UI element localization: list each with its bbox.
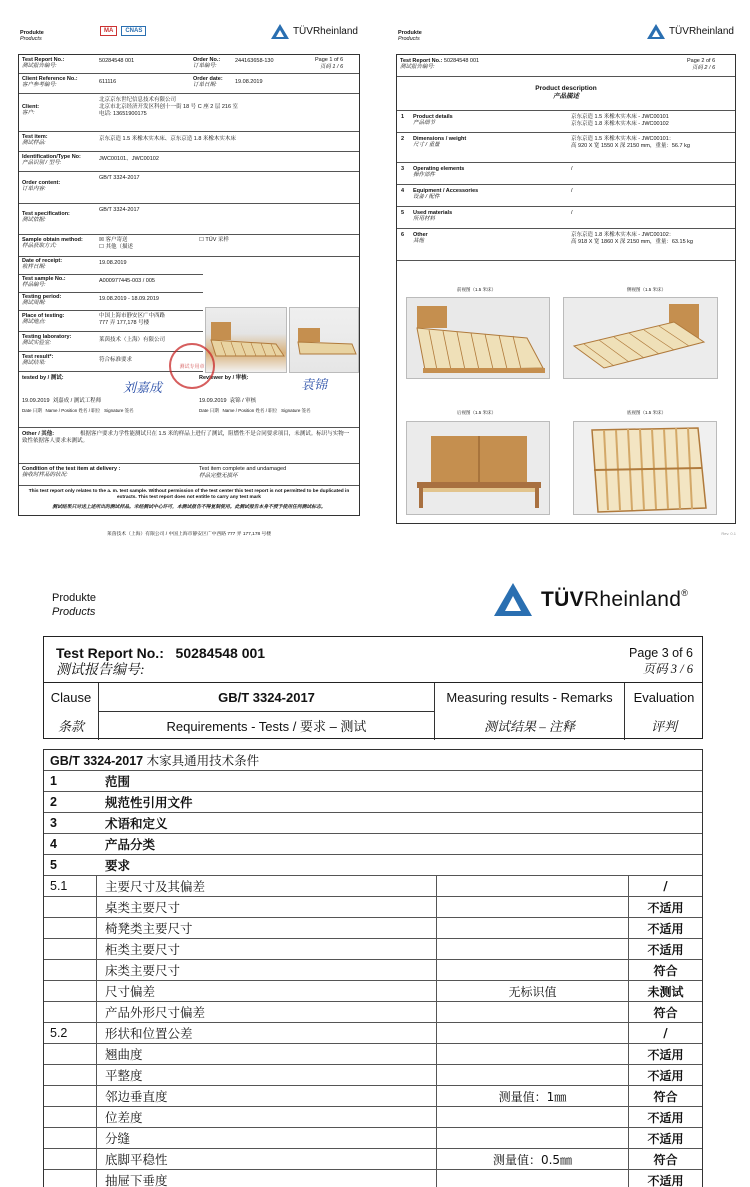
- product-description-table: [396, 54, 736, 524]
- requirement-row: [44, 939, 702, 960]
- row-value: /: [571, 188, 573, 194]
- requirement-row: [44, 1107, 702, 1128]
- requirement-row: [44, 876, 702, 897]
- standard-title-row: GB/T 3324-2017 木家具通用技术条件: [44, 750, 702, 771]
- description-row: 2 Dimensions / weight 尺寸 / 重量 京东京造 1.5 米橡木实木床 - JWC00101： 高 920 X 宽 1550 X 深 2150 mm，重量：56.7 kg: [397, 133, 735, 163]
- row-number: 4: [401, 188, 405, 194]
- clause-number: 3: [50, 816, 57, 830]
- produkte-label: Produkte Products: [398, 30, 422, 43]
- report-header-table: [43, 636, 703, 739]
- row-number: 6: [401, 232, 405, 238]
- measuring-result: [437, 897, 629, 917]
- clause-number: 5.2: [44, 1023, 97, 1043]
- evaluation-result: 不适用: [647, 1110, 684, 1125]
- evaluation-result: 符合: [653, 1005, 678, 1020]
- measuring-result: [437, 1002, 629, 1022]
- requirement-row: [44, 960, 702, 981]
- row-period: Testing period: 测试周期: 19.08.2019 - 18.09.2019: [19, 293, 203, 311]
- row-desc-title: Product description 产品描述: [397, 77, 735, 111]
- clause-number: [44, 981, 97, 1001]
- row-other: Other / 其他: 根据客户要求力学性能测试只在 1.5 米的样品上进行了测试，阻燃性不是合同要求项目，未测试。标识与实物一致性依据客人要求未测试。: [19, 428, 359, 464]
- clause-number: [44, 918, 97, 938]
- measuring-result: [437, 876, 629, 896]
- row-sample-no: Test sample No.: 样品编号: A000977445-003 / 005: [19, 275, 203, 293]
- clause-number: [44, 1086, 97, 1106]
- requirement-text: 邻边垂直度: [97, 1086, 437, 1106]
- requirement-text: 抽屉下垂度: [97, 1170, 437, 1187]
- clause-number: [44, 1044, 97, 1064]
- row-condition: Condition of the test item at delivery : 接收时样品的状况: Test item complete and undamaged 样品完整无损坏: [19, 464, 359, 486]
- clause-number: 4: [50, 837, 57, 851]
- section-row: [44, 813, 702, 834]
- row-test-item: Test item: 测试样品: 京东京造 1.5 米橡木实木床、京东京造 1.8 米橡木实木床: [19, 132, 359, 152]
- description-row: 4 Equipment / Accessories 设备 / 配件 /: [397, 185, 735, 207]
- evaluation-result: 不适用: [647, 1131, 684, 1146]
- tester-signature: 刘嘉成: [123, 381, 163, 396]
- measuring-result: [437, 1128, 629, 1148]
- evaluation-result: 不适用: [647, 1173, 684, 1187]
- row-lab: Testing laboratory: 测试实验室: 莱茵技术（上海）有限公司: [19, 332, 203, 352]
- row-disclaimer: This test report only relates to the a. m. test sample. Without permission of the test center this test report is not permitted to be duplicated in extracts. This test report does not entitle to carry any test mark 测试结果只对送上述所出的测试样品。未经测试中心许可，本测试报告不得复制使用。此测试报告本身不授予使用任何测试标志。: [28, 489, 350, 510]
- bed-photo-small: [289, 307, 359, 373]
- tuv-triangle-icon: [647, 24, 665, 39]
- tuv-triangle-icon: [494, 583, 532, 616]
- tuv-logo: TÜVRheinland®: [494, 583, 688, 616]
- row-number: 2: [401, 136, 405, 142]
- accreditation-marks: [100, 26, 146, 36]
- bed-bottom-photo: [573, 421, 717, 515]
- requirement-row: [44, 1170, 702, 1187]
- bed-back-photo: [406, 421, 550, 515]
- section-row: [44, 771, 702, 792]
- section-title: 要求: [105, 858, 131, 873]
- requirement-row: [44, 1086, 702, 1107]
- evaluation-result: 不适用: [647, 942, 684, 957]
- official-stamp: 测试专用章: [169, 343, 215, 389]
- measuring-result: [437, 1170, 629, 1187]
- measuring-result: 测量值：1㎜: [437, 1086, 629, 1106]
- clause-number: 2: [50, 795, 57, 809]
- section-title: 产品分类: [105, 837, 156, 852]
- measuring-result: [437, 1023, 629, 1043]
- signature-band: tested by / 测试: Reviewer by / 审核: 刘嘉成 袁锦 19.09.2019 刘嘉成 / 测试工程师 19.09.2019 袁锦 / 审核 Date 日期 Name / Position 姓名 / 职位 Signature 签名 Date 日期 Name / Position 姓名 / 职位 Signature 签名: [19, 372, 359, 428]
- photo-captions-top: 前视图（1.5 米床） 侧视图（1.5 米床）: [457, 287, 667, 292]
- requirements-table: [43, 749, 703, 1187]
- section-title: 规范性引用文件: [105, 795, 193, 810]
- evaluation-result: 未测试: [647, 984, 684, 999]
- row-number: 5: [401, 210, 405, 216]
- measuring-result: [437, 918, 629, 938]
- report-number-row: Test Report No.: 50284548 001 测试报告编号: Page 3 of 6 页码 3 / 6: [44, 637, 702, 683]
- requirement-row: [44, 1128, 702, 1149]
- row-client: Client: 客户: 北京京东世纪信息技术有限公司 北京市北京经济开发区科创十一街 18 号 C 座 2 层 216 室 电话: 13651900175: [19, 94, 359, 132]
- row-number: 3: [401, 166, 405, 172]
- requirement-row: [44, 918, 702, 939]
- row-order-content: Order content: 订单内容: GB/T 3324-2017: [19, 172, 359, 204]
- evaluation-result: /: [663, 1026, 668, 1040]
- section-title: 范围: [105, 774, 131, 789]
- clause-number: [44, 1002, 97, 1022]
- row-sample-obtain: Sample obtain method: 样品获取方式: ☒ 客户寄送 ☐ 其他（描述 ☐ TÜV 采样: [19, 235, 359, 257]
- requirement-text: 主要尺寸及其偏差: [97, 876, 437, 896]
- section-row: [44, 792, 702, 813]
- requirement-text: 平整度: [97, 1065, 437, 1085]
- clause-number: [44, 897, 97, 917]
- row-report-no: Test Report No.: 测试报告编号: 50284548 001 Order No.: 订单编号: 244163658-130 Page 1 of 6 页码 1 / 6: [19, 55, 359, 74]
- measuring-result: 测量值：0.5㎜: [437, 1149, 629, 1169]
- row-value: 京东京造 1.5 米橡木实木床 - JWC00101： 高 920 X 宽 1550 X 深 2150 mm，重量：56.7 kg: [571, 136, 690, 150]
- col-clause-header: Clause 条款: [44, 683, 99, 740]
- tuv-triangle-icon: [271, 24, 289, 39]
- clause-number: 5.1: [44, 876, 97, 896]
- tuv-logo: TÜVRheinland: [647, 24, 734, 39]
- produkte-label: Produkte Products: [52, 592, 97, 618]
- column-headers-row: [44, 683, 702, 740]
- description-row: 6 Other 其他 京东京造 1.8 米橡木实木床 - JWC00102： 高 918 X 宽 1860 X 深 2150 mm，重量：63.15 kg: [397, 229, 735, 261]
- evaluation-result: 不适用: [647, 1068, 684, 1083]
- section-row: [44, 855, 702, 876]
- evaluation-result: 符合: [653, 963, 678, 978]
- bed-photo-large: [205, 307, 287, 373]
- requirement-text: 尺寸偏差: [97, 981, 437, 1001]
- requirement-text: 底脚平稳性: [97, 1149, 437, 1169]
- row-value: 京东京造 1.5 米橡木实木床 - JWC00101 京东京造 1.8 米橡木实木床 - JWC00102: [571, 114, 669, 128]
- row-value: 京东京造 1.8 米橡木实木床 - JWC00102： 高 918 X 宽 1860 X 深 2150 mm，重量：63.15 kg: [571, 232, 693, 246]
- requirement-row: [44, 1065, 702, 1086]
- evaluation-result: 不适用: [647, 1047, 684, 1062]
- clause-number: 5: [50, 858, 57, 872]
- reviewer-signature: 袁锦: [301, 378, 328, 393]
- measuring-result: [437, 1065, 629, 1085]
- requirement-text: 形状和位置公差: [97, 1023, 437, 1043]
- row-receipt: Date of receipt: 收样日期: 19.08.2019: [19, 257, 203, 275]
- requirements-rows: [44, 771, 702, 1187]
- requirement-text: 产品外形尺寸偏差: [97, 1002, 437, 1022]
- clause-number: [44, 939, 97, 959]
- section-title: 术语和定义: [105, 816, 168, 831]
- row-identification: Identification/Type No: 产品识别 / 型号: JWC00101、JWC00102: [19, 152, 359, 172]
- requirement-text: 翘曲度: [97, 1044, 437, 1064]
- requirement-row: [44, 1149, 702, 1170]
- requirement-row: [44, 1002, 702, 1023]
- row-test-spec: Test specification: 测试依据: GB/T 3324-2017: [19, 204, 359, 235]
- clause-number: 1: [50, 774, 57, 788]
- clause-number: [44, 1065, 97, 1085]
- row-value: /: [571, 210, 573, 216]
- bed-front-photo: [406, 297, 550, 379]
- row-value: /: [571, 166, 573, 172]
- cnas-mark: CNAS: [121, 26, 146, 36]
- row-client-ref: Client Reference No.: 客户参考编号: 611116 Order date: 订单日期: 19.08.2019: [19, 74, 359, 94]
- evaluation-result: 不适用: [647, 900, 684, 915]
- evaluation-result: 不适用: [647, 921, 684, 936]
- description-row: 1 Product details 产品细节 京东京造 1.5 米橡木实木床 - JWC00101 京东京造 1.8 米橡木实木床 - JWC00102: [397, 111, 735, 133]
- clause-number: [44, 1128, 97, 1148]
- measuring-result: [437, 960, 629, 980]
- revision-label: Rev. 0.1: [721, 531, 736, 536]
- col-evaluation-header: Evaluation 评判: [633, 690, 695, 734]
- row-place: Place of testing: 测试地点: 中国上海市静安区广中西路 777 弄 177,178 号楼: [19, 311, 203, 332]
- report-page-1: [14, 20, 364, 542]
- photo-captions-bottom: 后视图（1.5 米床） 底视图（1.5 米床）: [457, 410, 667, 415]
- report-page-2: [392, 20, 740, 542]
- clause-number: [44, 1107, 97, 1127]
- tuv-logo: TÜVRheinland: [271, 24, 358, 39]
- measuring-result: [437, 1107, 629, 1127]
- requirement-row: [44, 981, 702, 1002]
- measuring-result: [437, 939, 629, 959]
- row-result: Test result*: 测试结果: 符合标准要求: [19, 352, 203, 372]
- description-row: 3 Operating elements 操作部件 /: [397, 163, 735, 185]
- col-measuring-header: Measuring results - Remarks 测试结果 – 注释: [435, 683, 625, 740]
- clause-number: [44, 1170, 97, 1187]
- requirement-text: 床类主要尺寸: [97, 960, 437, 980]
- cma-mark: MA: [100, 26, 117, 36]
- requirement-text: 椅凳类主要尺寸: [97, 918, 437, 938]
- evaluation-result: 符合: [653, 1152, 678, 1167]
- requirement-row: [44, 897, 702, 918]
- requirement-text: 桌类主要尺寸: [97, 897, 437, 917]
- requirement-row: [44, 1044, 702, 1065]
- requirement-row: [44, 1023, 702, 1044]
- row-report-no: Test Report No.: 50284548 001 测试报告编号: Page 2 of 6 页码 2 / 6: [397, 55, 735, 77]
- requirement-text: 柜类主要尺寸: [97, 939, 437, 959]
- measuring-result: 无标识值: [437, 981, 629, 1001]
- measuring-result: [437, 1044, 629, 1064]
- page1-footer: 莱茵技术（上海）有限公司 / 中国上海市静安区广中西路 777 弄 177,178 号楼: [106, 532, 272, 537]
- requirement-text: 分缝: [97, 1128, 437, 1148]
- requirement-text: 位差度: [97, 1107, 437, 1127]
- report-cover-table: [18, 54, 360, 516]
- description-row: 5 Used materials 所用材料 /: [397, 207, 735, 229]
- section-row: [44, 834, 702, 855]
- clause-number: [44, 960, 97, 980]
- produkte-label: Produkte Products: [20, 30, 44, 43]
- row-number: 1: [401, 114, 405, 120]
- col-requirements-header: GB/T 3324-2017 Requirements - Tests / 要求 – 测试: [99, 683, 435, 740]
- clause-number: [44, 1149, 97, 1169]
- bed-side-photo: [563, 297, 718, 379]
- evaluation-result: /: [663, 879, 668, 893]
- evaluation-result: 符合: [653, 1089, 678, 1104]
